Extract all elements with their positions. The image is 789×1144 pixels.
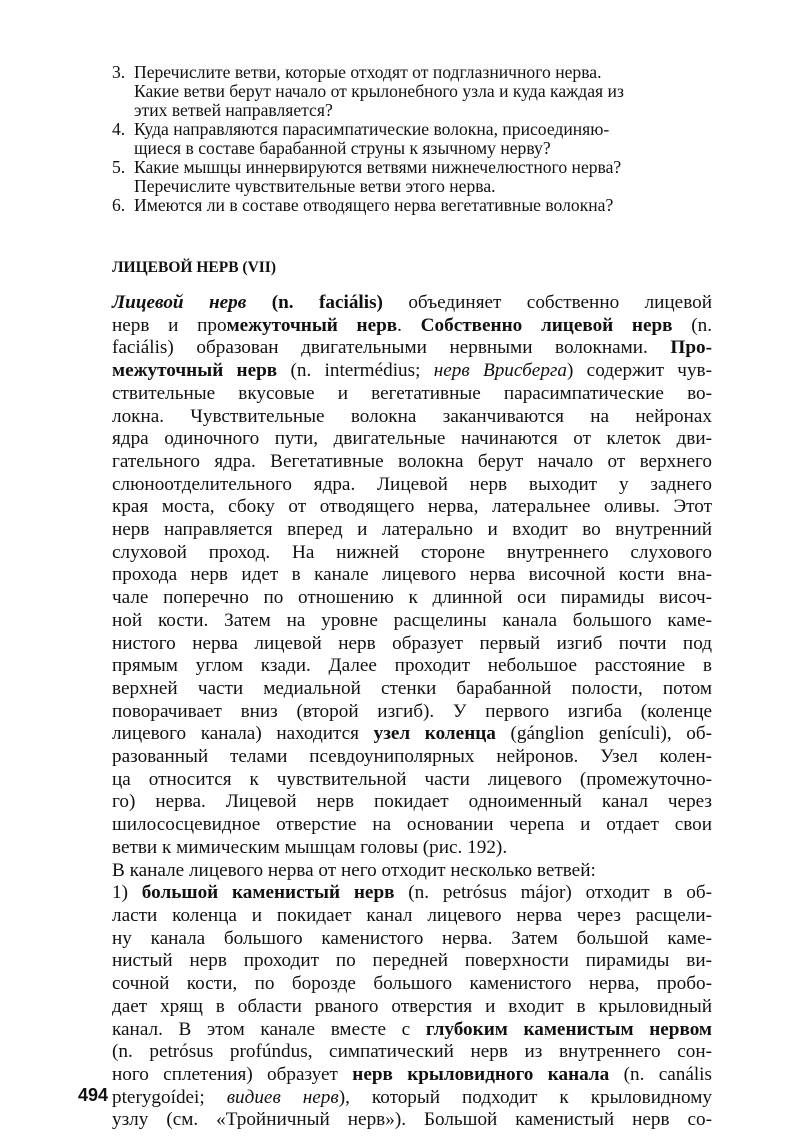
text-line: ветви к мимическим мышцам головы (рис. 192). bbox=[112, 836, 508, 858]
text-line: 1) большой каменистый нерв (n. petrósus májor) отходит в об- bbox=[112, 882, 713, 904]
text-line: ца относится к чувствительной части лицевого (промежуточно- bbox=[112, 768, 712, 790]
text-line: прохода нерв идет в канале лицевого нерва височной кости вна- bbox=[112, 564, 712, 586]
question-line: этих ветвей направляется? bbox=[134, 100, 333, 120]
paragraph-facial-nerve bbox=[112, 292, 712, 860]
text-line: локна. Чувствительные волокна заканчиваются на нейронах bbox=[112, 405, 712, 427]
paragraph-branches-intro bbox=[112, 860, 712, 883]
text-line: межуточный нерв (n. intermédius; нерв Врисберга) содержит чув- bbox=[112, 360, 712, 382]
text-line: нерв и промежуточный нерв. Собственно лицевой нерв (n. bbox=[112, 314, 713, 336]
page-number: 494 bbox=[78, 1085, 109, 1105]
text-line: дает хрящ в области рваного отверстия и входит в крыловидный bbox=[112, 995, 712, 1017]
question-line: Какие ветви берут начало от крылонебного узла и куда каждая из bbox=[134, 81, 624, 101]
text-line: лицевого канала) находится узел коленца (gánglion genículi), об- bbox=[112, 723, 712, 745]
question-line: щиеся в составе барабанной струны к язычному нерву? bbox=[134, 138, 551, 158]
text-line: сочной кости, по борозде большого каменистого нерва, пробо- bbox=[112, 973, 712, 995]
question-line: Имеются ли в составе отводящего нерва вегетативные волокна? bbox=[134, 195, 614, 215]
text-line: ствительные вкусовые и вегетативные парасимпатические во- bbox=[112, 382, 712, 404]
text-line: нистого нерва лицевой нерв образует первый изгиб почти под bbox=[112, 632, 712, 654]
text-line: pterygoídei; видиев нерв), который подходит к крыловидному bbox=[112, 1086, 713, 1108]
text-line: ной кости. Затем на уровне расщелины канала большого каме- bbox=[112, 609, 712, 631]
text-line: слуховой проход. На нижней стороне внутреннего слухового bbox=[112, 541, 712, 563]
text-line: faciális) образован двигательными нервными волокнами. Про- bbox=[112, 337, 712, 359]
text-line: канал. В этом канале вместе с глубоким каменистым нервом bbox=[112, 1018, 712, 1040]
paragraph-greater-petrosal bbox=[112, 882, 712, 1132]
question-number: 4. bbox=[112, 119, 126, 139]
question-line: Перечислите чувствительные ветви этого нерва. bbox=[134, 176, 496, 196]
text-line: разованный телами псевдоуниполярных нейронов. Узел колен- bbox=[112, 746, 712, 768]
question-item bbox=[112, 120, 712, 158]
text-line: прямым углом кзади. Далее проходит небольшое расстояние в bbox=[112, 655, 712, 677]
article-body bbox=[112, 292, 712, 1132]
text-line: слюноотделительного ядра. Лицевой нерв выходит у заднего bbox=[112, 473, 712, 495]
text-line: нистый нерв проходит по передней поверхности пирамиды ви- bbox=[112, 950, 712, 972]
section-heading: ЛИЦЕВОЙ НЕРВ (VII) bbox=[112, 259, 276, 276]
question-line: Куда направляются парасимпатические волокна, присоединяю- bbox=[134, 119, 610, 139]
text-line: ного сплетения) образует нерв крыловидного канала (n. canális bbox=[112, 1063, 712, 1085]
text-line: (n. petrósus profúndus, симпатический нерв из внутреннего сон- bbox=[112, 1041, 712, 1063]
question-item bbox=[112, 158, 712, 196]
text-line: ядра одиночного пути, двигательные начинаются от клеток дви- bbox=[112, 428, 712, 450]
question-line: Какие мышцы иннервируются ветвями нижнечелюстного нерва? bbox=[134, 157, 622, 177]
text-line: Лицевой нерв (n. faciális) объединяет собственно лицевой bbox=[112, 292, 712, 313]
review-questions bbox=[112, 63, 712, 215]
text-line: гательного ядра. Вегетативные волокна берут начало от верхнего bbox=[112, 450, 712, 472]
question-item bbox=[112, 63, 712, 120]
text-line: шилососцевидное отверстие на основании черепа и отдает свои bbox=[112, 814, 712, 836]
text-line: края моста, сбоку от отводящего нерва, латеральнее оливы. Этот bbox=[112, 496, 712, 518]
text-line: верхней части медиальной стенки барабанной полости, потом bbox=[112, 677, 712, 699]
text-line: нерв направляется вперед и латерально и входит во внутренний bbox=[112, 519, 712, 541]
question-number: 5. bbox=[112, 157, 126, 177]
text-line: ну канала большого каменистого нерва. Затем большой каме- bbox=[112, 927, 712, 949]
question-item bbox=[112, 196, 712, 215]
question-number: 6. bbox=[112, 195, 126, 215]
text-line: узлу (см. «Тройничный нерв»). Большой каменистый нерв со- bbox=[112, 1109, 712, 1131]
text-line: В канале лицевого нерва от него отходит несколько ветвей: bbox=[112, 859, 596, 881]
question-line: Перечислите ветви, которые отходят от подглазничного нерва. bbox=[134, 62, 602, 82]
text-line: поворачивает вниз (второй изгиб). У первого изгиба (коленце bbox=[112, 700, 712, 722]
text-line: ласти коленца и покидает канал лицевого нерва через расщели- bbox=[112, 904, 712, 926]
question-number: 3. bbox=[112, 62, 126, 82]
text-line: чале поперечно по отношению к длинной оси пирамиды височ- bbox=[112, 587, 712, 609]
text-line: го) нерва. Лицевой нерв покидает одноименный канал через bbox=[112, 791, 712, 813]
